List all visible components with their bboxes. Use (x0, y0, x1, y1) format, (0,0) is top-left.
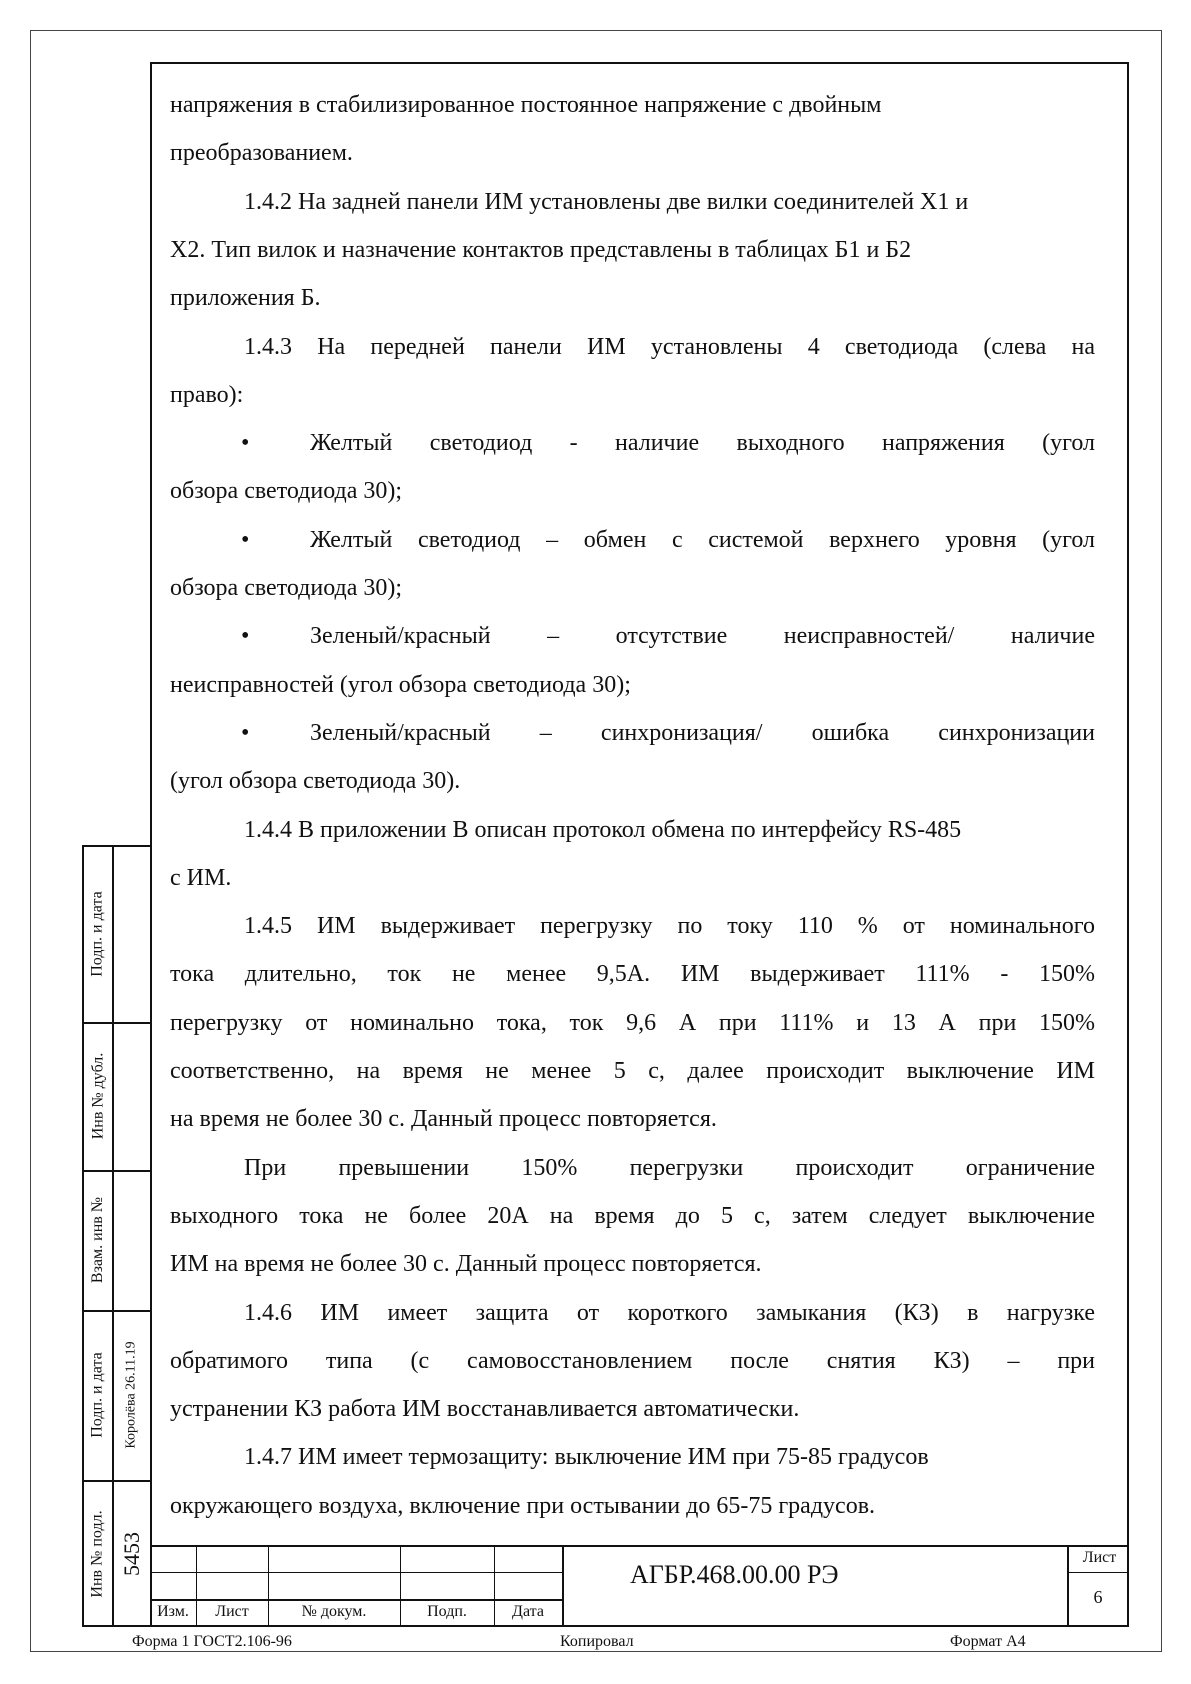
col-label-change: Изм. (157, 1603, 189, 1620)
text-line: 1.4.7 ИМ имеет термозащиту: выключение ИМ при 75-85 градусов (244, 1444, 929, 1471)
footer-format: Формат А4 (950, 1633, 1026, 1650)
side-signature: Королёва 26.11.19 (124, 1341, 139, 1449)
col-label-signature: Подп. (427, 1603, 467, 1620)
footer-form: Форма 1 ГОСТ2.106-96 (132, 1633, 292, 1650)
text-line: окружающего воздуха, включение при остывании до 65-75 градусов. (170, 1492, 876, 1519)
text-line: 1.4.6 ИМ имеет защита от короткого замыкания (КЗ) в нагрузке (244, 1299, 1095, 1326)
side-label-sign-date-2: Подп. и дата (89, 1352, 107, 1438)
bullet-icon: • (241, 623, 250, 650)
col-label-doc-number: № докум. (301, 1603, 367, 1620)
text-line: перегрузку от номинально тока, ток 9,6 А при 111% и 13 А при 150% (170, 1009, 1095, 1036)
side-label-orig-inv: Инв № подл. (89, 1509, 107, 1598)
text-line: соответственно, на время не менее 5 с, далее происходит выключение ИМ (170, 1058, 1095, 1084)
bullet-text: Желтый светодиод - наличие выходного напряжения (угол (310, 430, 1095, 457)
col-label-sheet: Лист (215, 1603, 249, 1620)
side-label-sign-date-1: Подп. и дата (89, 890, 107, 977)
side-inv-number: 5453 (119, 1531, 144, 1576)
text-line: выходного тока не более 20А на время до 5 с, затем следует выключение (170, 1202, 1095, 1229)
text-line: 1.4.3 На передней панели ИМ установлены 4 светодиода (слева на (244, 333, 1095, 360)
text-line: ИМ на время не более 30 с. Данный процесс повторяется. (170, 1251, 762, 1278)
footer-copied: Копировал (560, 1633, 634, 1650)
text-line: обзора светодиода 30); (170, 478, 403, 505)
text-line: Х2. Тип вилок и назначение контактов представлены в таблицах Б1 и Б2 (170, 236, 912, 263)
side-label-dup-inv: Инв № дубл. (89, 1052, 106, 1140)
text-line: 1.4.2 На задней панели ИМ установлены две вилки соединителей Х1 и (244, 188, 969, 215)
bullet-text: Зеленый/красный – отсутствие неисправностей/ наличие (310, 623, 1095, 650)
text-line: При превышении 150% перегрузки происходит ограничение (244, 1154, 1095, 1181)
text-line: 1.4.5 ИМ выдерживает перегрузку по току 110 % от номинального (244, 913, 1095, 940)
text-line: приложения Б. (170, 285, 321, 312)
text-line: (угол обзора светодиода 30). (170, 768, 461, 795)
text-line: с ИМ. (170, 864, 232, 891)
text-line: право): (170, 381, 244, 408)
text-line: обратимого типа (с самовосстановлением после снятия КЗ) – при (170, 1347, 1095, 1374)
text-line: неисправностей (угол обзора светодиода 30); (170, 671, 631, 698)
bullet-icon: • (241, 430, 250, 457)
text-line: обзора светодиода 30); (170, 575, 403, 601)
text-line: устранении КЗ работа ИМ восстанавливается автоматически. (170, 1396, 800, 1423)
bullet-icon: • (241, 719, 250, 746)
sheet-label: Лист (1082, 1549, 1117, 1566)
text-line: на время не более 30 с. Данный процесс повторяется. (170, 1106, 717, 1133)
text-line: 1.4.4 В приложении В описан протокол обмена по интерфейсу RS-485 (244, 816, 962, 843)
bullet-line (170, 426, 1095, 460)
bullet-line (170, 716, 1095, 750)
text-line: напряжения в стабилизированное постоянное напряжение с двойным (170, 92, 882, 118)
bullet-line (170, 619, 1095, 653)
sheet-number: 6 (1093, 1587, 1103, 1607)
bullet-line (170, 523, 1095, 557)
bullet-text: Зеленый/красный – синхронизация/ ошибка синхронизации (310, 719, 1095, 746)
side-label-replace-inv: Взам. инв № (89, 1196, 107, 1284)
text-line: тока длительно, ток не менее 9,5А. ИМ выдерживает 111% - 150% (170, 961, 1095, 988)
document-code: АГБР.468.00.00 РЭ (630, 1560, 839, 1589)
col-label-date: Дата (512, 1603, 544, 1620)
bullet-text: Желтый светодиод – обмен с системой верхнего уровня (угол (310, 526, 1095, 553)
text-line: преобразованием. (170, 140, 353, 167)
bullet-icon: • (241, 526, 250, 553)
